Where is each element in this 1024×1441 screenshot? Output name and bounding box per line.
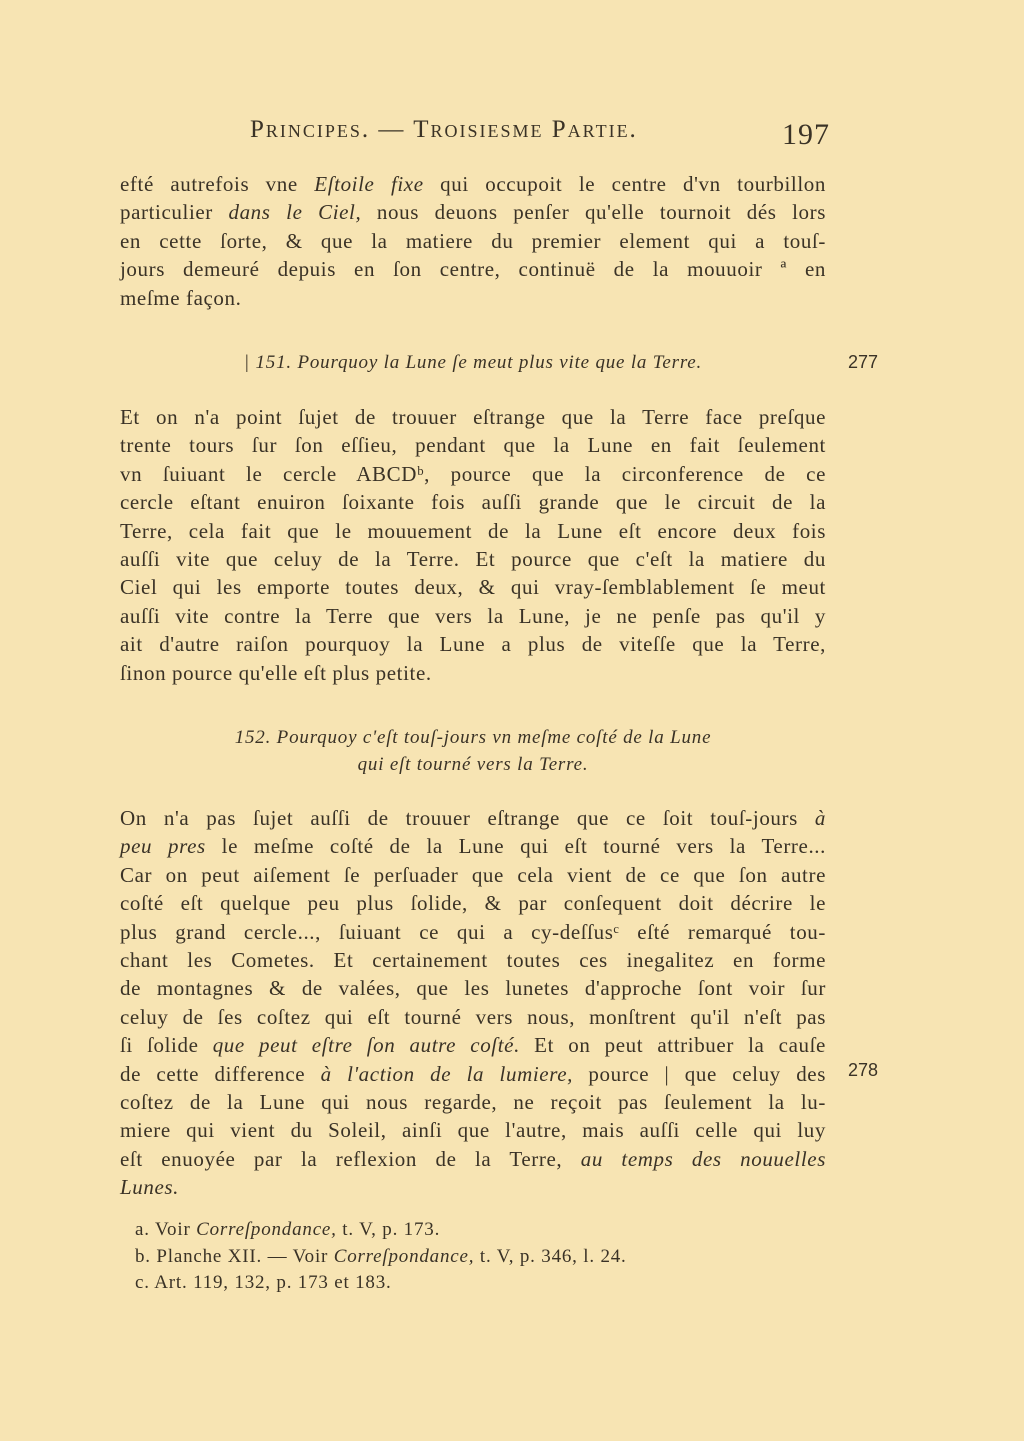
text-line: Ciel qui les emporte toutes deux, & qui vray-ſemblablement ſe meut	[120, 575, 826, 600]
section-152-heading	[120, 724, 826, 778]
text-line: efté autrefois vne Eſtoile fixe qui occupoit le centre d'vn tourbillon	[120, 172, 826, 196]
page-number: 197	[782, 118, 830, 151]
running-title: Principes. — Troisiesme Partie.	[250, 116, 638, 143]
text-line: particulier dans le Ciel, nous deuons penſer qu'elle tournoit dés lors	[120, 200, 826, 225]
text-line: coſtez de la Lune qui nous regarde, ne reçoit pas ſeulement la lu-	[120, 1089, 826, 1114]
text-line: vn ſuiuant le cercle ABCDᵇ, pource que la circonference de ce	[120, 461, 826, 486]
text-line: coſté eſt quelque peu plus ſolide, & par conſequent doit décrire le	[120, 891, 826, 916]
text-line: meſme façon.	[120, 285, 242, 310]
text-line: ait d'autre raiſon pourquoy la Lune a plus de viteſſe que la Terre,	[120, 632, 826, 657]
section-152-heading-line2: qui eſt tourné vers la Terre.	[357, 754, 589, 775]
section-151-heading: | 151. Pourquoy la Lune ſe meut plus vite que la Terre.	[243, 352, 703, 373]
text-line: en cette ſorte, & que la matiere du premier element qui a touſ-	[120, 228, 826, 253]
text-line: auſſi vite que celuy de la Terre. Et pource que c'eſt la matiere du	[120, 546, 826, 571]
text-line: de cette difference à l'action de la lumiere, pource | que celuy des	[120, 1061, 826, 1086]
text-line: cercle eſtant enuiron ſoixante fois auſſi grande que le circuit de la	[120, 490, 826, 515]
footnotes	[135, 1217, 627, 1297]
text-line: Lunes.	[120, 1175, 180, 1200]
text-line: Et on n'a point ſujet de trouuer eſtrange que la Terre face preſque	[120, 405, 826, 429]
section-152-paragraph	[120, 804, 826, 1201]
section-151-paragraph	[120, 403, 826, 687]
text-line: plus grand cercle..., ſuiuant ce qui a cy-deſſusᶜ eſté remarqué tou-	[120, 919, 826, 944]
paragraph-continuation	[120, 170, 826, 312]
text-line: trente tours ſur ſon eſſieu, pendant que la Lune en fait ſeulement	[120, 433, 826, 458]
text-line: chant les Cometes. Et certainement toutes ces inegalitez en forme	[120, 947, 826, 972]
text-line: miere qui vient du Soleil, ainſi que l'autre, mais auſſi celle qui luy	[120, 1118, 826, 1143]
margin-number-277: 277	[848, 352, 879, 372]
text-line: Terre, cela fait que le mouuement de la Lune eſt encore deux fois	[120, 518, 826, 543]
text-line: de montagnes & de valées, que les lunetes d'approche ſont voir ſur	[120, 976, 826, 1001]
text-line: On n'a pas ſujet auſſi de trouuer eſtrange que ce ſoit touſ-jours à	[120, 806, 826, 830]
text-line: ſinon pource qu'elle eſt plus petite.	[120, 660, 432, 685]
text-line: jours demeuré depuis en ſon centre, continuë de la mouuoir ª en	[120, 257, 826, 282]
text-line: auſſi vite contre la Terre que vers la Lune, je ne penſe pas qu'il y	[120, 603, 826, 628]
text-line: ſi ſolide que peut eſtre ſon autre coſté. Et on peut attribuer la cauſe	[120, 1033, 826, 1058]
section-152-heading-line1: 152. Pourquoy c'eſt touſ-jours vn meſme coſté de la Lune	[234, 727, 712, 748]
footnote: a. Voir Correſpondance, t. V, p. 173.	[135, 1219, 441, 1240]
text-line: peu pres le meſme coſté de la Lune qui eſt tourné vers la Terre...	[120, 834, 826, 859]
footnote: c. Art. 119, 132, p. 173 et 183.	[135, 1272, 392, 1293]
text-line: eſt enuoyée par la reflexion de la Terre, au temps des nouuelles	[120, 1146, 826, 1171]
footnote: b. Planche XII. — Voir Correſpondance, t. V, p. 346, l. 24.	[135, 1245, 627, 1267]
margin-number-278: 278	[848, 1060, 879, 1080]
text-line: celuy de ſes coſtez qui eſt tourné vers nous, monſtrent qu'il n'eſt pas	[120, 1004, 826, 1029]
text-line: Car on peut aiſement ſe perſuader que cela vient de ce que ſon autre	[120, 862, 826, 887]
